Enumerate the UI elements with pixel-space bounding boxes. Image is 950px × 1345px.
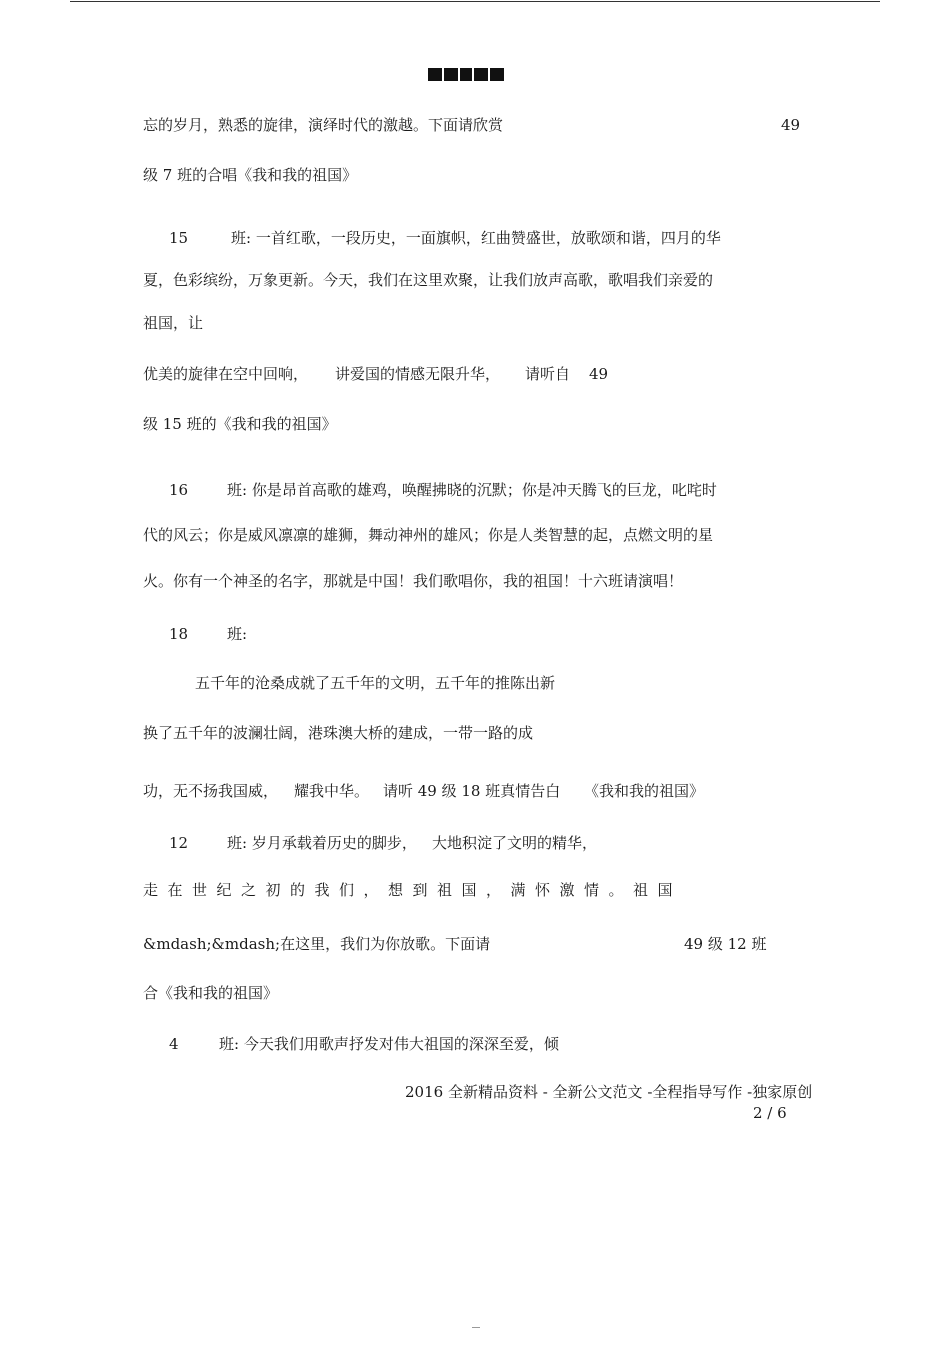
class-number: 12 xyxy=(169,834,189,852)
text-line: 讲爱国的情感无限升华， xyxy=(335,365,501,383)
text-line: 代的风云；你是威风凛凛的雄狮，舞动神州的雄风；你是人类智慧的起，点燃文明的星 xyxy=(143,526,714,544)
text-line: 合《我和我的祖国》 xyxy=(143,984,279,1002)
text-line: 功，无不扬我国威， xyxy=(143,782,279,800)
text-line: 五千年的沧桑成就了五千年的文明，五千年的推陈出新 xyxy=(195,674,556,692)
text-line: 忘的岁月，熟悉的旋律，演绎时代的激越。下面请欣赏 xyxy=(143,116,504,134)
text-line: 班: 岁月承载着历史的脚步， xyxy=(227,834,417,852)
class-number: 18 xyxy=(169,625,189,643)
text-line: 大地积淀了文明的精华， xyxy=(432,834,598,852)
class-number: 16 xyxy=(169,481,189,499)
bottom-mark xyxy=(472,1327,480,1328)
class-number: 15 xyxy=(169,229,189,247)
text-line: 班: 你是昂首高歌的雄鸡，唤醒拂晓的沉默；你是冲天腾飞的巨龙，叱咤时 xyxy=(227,481,717,499)
text-line: 级 7 班的合唱《我和我的祖国》 xyxy=(143,166,358,184)
text-line: 班: 今天我们用歌声抒发对伟大祖国的深深至爱，倾 xyxy=(219,1035,559,1053)
text-line: 走在世纪之初的我们，想到祖国，满怀激情。祖国 xyxy=(143,881,683,899)
text-line: 祖国，让 xyxy=(143,314,204,332)
text-line: 49 级 12 班 xyxy=(684,935,767,953)
text-line: 班: xyxy=(227,625,248,643)
class-number: 4 xyxy=(169,1035,179,1053)
text-line: 优美的旋律在空中回响， xyxy=(143,365,309,383)
text-line: 换了五千年的波澜壮阔，港珠澳大桥的建成，一带一路的成 xyxy=(143,724,534,742)
page-number: 2 / 6 xyxy=(753,1104,787,1122)
text-line: 49 xyxy=(781,116,801,134)
text-line: 班: 一首红歌，一段历史，一面旗帜，红曲赞盛世，放歌颂和谐，四月的华 xyxy=(231,229,721,247)
text-line: 夏，色彩缤纷，万象更新。今天，我们在这里欢聚，让我们放声高歌，歌唱我们亲爱的 xyxy=(143,271,714,289)
text-line: 耀我中华。 xyxy=(294,782,370,800)
top-rule xyxy=(70,1,880,2)
redacted-block-icon xyxy=(428,68,504,81)
text-line: &mdash;&mdash;在这里，我们为你放歌。下面请 xyxy=(143,935,491,953)
text-line: 《我和我的祖国》 xyxy=(584,782,705,800)
text-line: 49 xyxy=(589,365,609,383)
text-line: 级 15 班的《我和我的祖国》 xyxy=(143,415,337,433)
text-line: 请听 49 级 18 班真情告白 xyxy=(383,782,561,800)
text-line: 请听自 xyxy=(525,365,571,383)
text-line: 火。你有一个神圣的名字，那就是中国！我们歌唱你，我的祖国！十六班请演唱！ xyxy=(143,572,684,590)
footer-text: 2016 全新精品资料 - 全新公文范文 -全程指导写作 -独家原创 xyxy=(405,1083,813,1101)
